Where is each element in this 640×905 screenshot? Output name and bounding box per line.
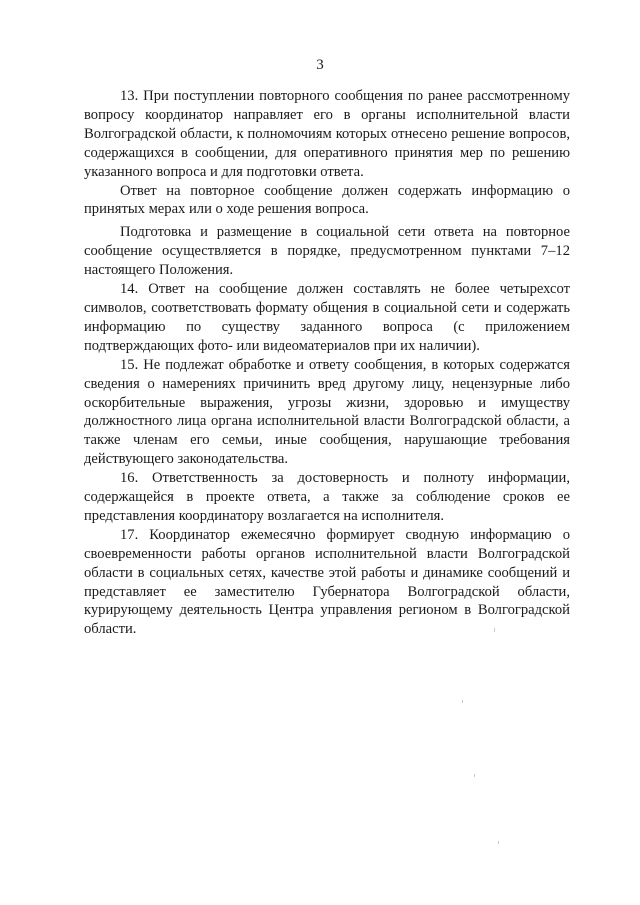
paragraph-14: 14. Ответ на сообщение должен составлять не более четырехсот символов, соответствовать формату общения в социальной сети и содержать информацию по существу заданного вопроса (с приложением подтверждающих фото- или видеоматериалов при их наличии). (84, 281, 570, 354)
scan-speck (462, 700, 463, 703)
paragraph-15: 15. Не подлежат обработке и ответу сообщения, в которых содержатся сведения о намерениях причинить вред другому лицу, нецензурные либо оскорбительные выражения, угрозы жизни, здоровью и имуществу должностного лица органа исполнительной власти Волгоградской области, а также членам его семьи, иные сообщения, нарушающие требования действующего законодательства. (84, 356, 570, 468)
paragraph-16: 16. Ответственность за достоверность и полноту информации, содержащейся в проекте ответа, а также за соблюдение сроков ее представления координатору возлагается на исполнителя. (84, 470, 570, 524)
paragraph-13-answer: Ответ на повторное сообщение должен содержать информацию о принятых мерах или о ходе решения вопроса. (84, 182, 570, 218)
paragraph-13-preparation: Подготовка и размещение в социальной сети ответа на повторное сообщение осуществляется в порядке, предусмотренном пунктами 7–12 настоящего Положения. (84, 224, 570, 279)
page-number: 3 (316, 57, 324, 73)
document-body (84, 87, 570, 639)
paragraph-17: 17. Координатор ежемесячно формирует сводную информацию о своевременности работы органов исполнительной власти Волгоградской области в социальных сетях, качестве этой работы и динамике сообщений и представляет ее заместителю Губернатора Волгоградской области, курирующему деятельность Центра управления регионом в Волгоградской области. (84, 526, 570, 638)
paragraph-13: 13. При поступлении повторного сообщения по ранее рассмотренному вопросу координатор направляет его в органы исполнительной власти Волгоградской области, к полномочиям которых отнесено решение вопросов, содержащихся в сообщении, для оперативного принятия мер по решению указанного вопроса и для подготовки ответа. (84, 88, 570, 180)
scan-speck (494, 628, 495, 632)
scan-speck (498, 841, 499, 844)
scan-speck (474, 774, 475, 777)
